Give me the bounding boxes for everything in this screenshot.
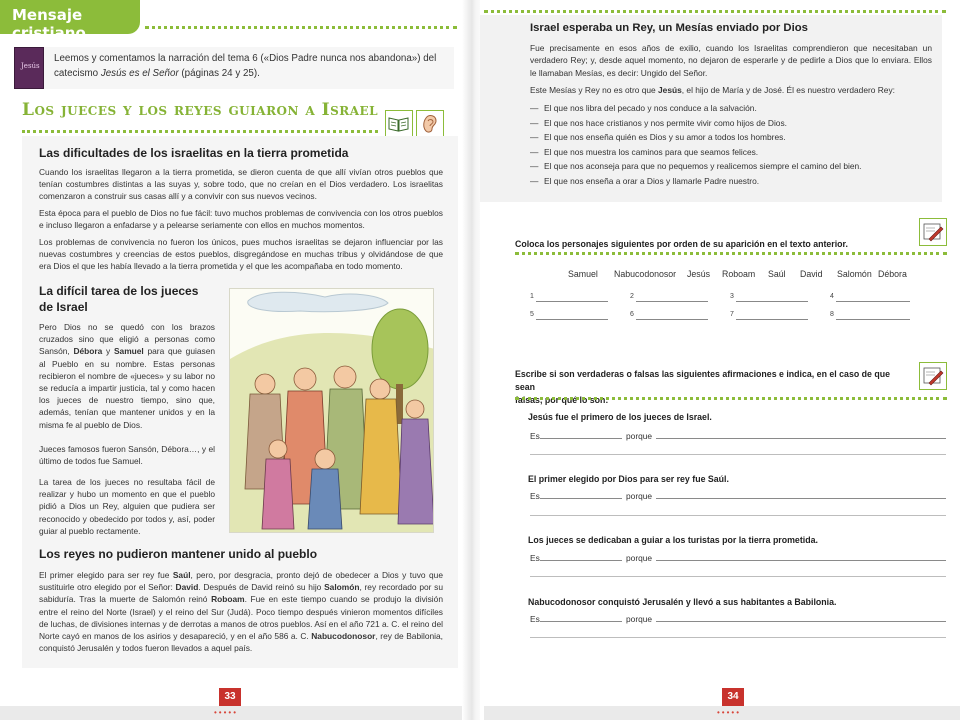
porque-answer-line[interactable]: [656, 560, 946, 561]
es-label: Es: [530, 491, 540, 501]
page-number-right: 34: [722, 688, 744, 706]
bold-jesus: Jesús: [658, 85, 682, 95]
porque-label: porque: [626, 431, 653, 441]
reyes-t3: . Después de David reinó su hijo: [198, 582, 325, 593]
bold-roboam: Roboam: [211, 594, 245, 605]
statement-4: Nabucodonosor conquistó Jerusalén y llevó a sus habitantes a Babilonia.: [528, 597, 837, 607]
intro-text-a: Leemos y comentamos la narración del tema 6 («Dios Padre nunca nos abandona») del catecismo: [54, 53, 437, 79]
slot-number: 6: [630, 311, 634, 318]
slot-number: 2: [630, 293, 634, 300]
slot-number: 1: [530, 293, 534, 300]
paragraph-dificultades-1: Cuando los israelitas llegaron a la tierra prometida, se dieron cuenta de que allí vivían otros pueblos que tenían costumbres distintas a las suyas y, sobre todo, que no creían en el Dios verdadero. Los israelitas comenzaron a construir sus casas allí y a convivir con sus nuevos vecinos.: [39, 167, 443, 202]
slot-line[interactable]: [536, 319, 608, 320]
name-samuel: Samuel: [568, 269, 598, 279]
exercise2-question-line2: falsas, por qué lo son:: [515, 395, 609, 405]
extra-answer-line[interactable]: [530, 576, 946, 577]
heading-jueces-line2: de Israel: [39, 300, 88, 314]
paragraph-jueces-3: La tarea de los jueces no resultaba fácil de realizar y hubo un momento en que el pueblo pidió a Dios un Rey, alguien que pudiera ser reconocido y obedecido por todos y, así, poder guiar al pueblo rectamente.: [39, 477, 215, 536]
section-tab: [0, 0, 140, 42]
heading-reyes: Los reyes no pudieron mantener unido al pueblo: [39, 547, 318, 561]
mesias-p2a: Este Mesías y Rey no es otro que: [530, 85, 659, 95]
name-salomon: Salomón: [837, 269, 872, 279]
reyes-t6: , rey de Babilonia, conquistó Jerusalén y todos fueron llevados a aquel país.: [39, 631, 443, 654]
intro-text: [54, 51, 449, 81]
reyes-t4: , rey recordado por su sabiduría. Tras la muerte de Salomón reinó: [39, 582, 444, 605]
bold-samuel: Samuel: [113, 346, 144, 357]
list-item: — El que nos aconseja para que no pequemos y realicemos siempre el camino del bien.: [530, 159, 930, 174]
intro-box: [14, 47, 454, 89]
slot-line[interactable]: [736, 319, 808, 320]
slot-line[interactable]: [736, 301, 808, 302]
reyes-t2: , pero, por desgracia, pronto dejó de obedecer a Dios y tuvo que sustituirle otro elegido por el Señor:: [39, 570, 443, 593]
paragraph-jueces-1a: Pero Dios no se quedó con los brazos cruzados sino que eligió a personas como Sansón,: [39, 322, 215, 357]
people-illustration: [229, 288, 434, 533]
catechism-book-icon: [14, 47, 44, 89]
slot-line[interactable]: [836, 319, 910, 320]
paragraph-jueces-1c: y: [102, 346, 114, 357]
slot-line[interactable]: [836, 301, 910, 302]
left-page: [0, 0, 465, 720]
exercise2-question: [515, 368, 905, 407]
paragraph-dificultades-3: Los problemas de convivencia no fueron los únicos, pues muchos israelitas se dejaron influenciar por las nuevas costumbres y creencias de estos pueblos, disgregándose en muchas tribus y olvidándose de que era Dios el que les había llevado a la tierra prometida y el que les acompañaba en todo momento.: [39, 237, 443, 272]
reyes-t5: . Fue en este tiempo cuando se produjo la división entre el reino del Norte (Israel) y el reino del Sur (Judá). Poco tiempo después vinieron momentos difíciles de luchas, de divisiones internas y de derrotas a manos de otros pueblos. Así en el año 721 a. C. el reino del Norte cayó en manos de los asirios y desapareció, y en el año 586 a. C.: [39, 594, 443, 642]
list-item: — El que nos muestra los caminos para que seamos felices.: [530, 145, 930, 160]
porque-answer-line[interactable]: [656, 438, 946, 439]
extra-answer-line[interactable]: [530, 454, 946, 455]
bold-saul: Saúl: [172, 570, 191, 580]
es-label: Es: [530, 553, 540, 563]
section-tab-title: Mensaje cristiano: [12, 6, 86, 42]
extra-answer-line[interactable]: [530, 637, 946, 638]
mesias-p2c: , el hijo de María y de José. Él es nuestro verdadero Rey:: [681, 85, 895, 95]
paragraph-jueces-1d: para que guiasen al Pueblo en su nombre. Estas personas recibieron el nombre de «jueces» y su labor no se reducía a impartir justicia, tal y como hacen los jueces de nuestro tiempo, sino que, además, tenían que mantener unidos y en la misma fe al pueblo de Dios.: [39, 346, 216, 430]
bold-debora: Débora: [73, 346, 103, 357]
porque-label: porque: [626, 491, 653, 501]
slot-line[interactable]: [536, 301, 608, 302]
porque-answer-line[interactable]: [656, 498, 946, 499]
name-nabucodonosor: Nabucodonosor: [614, 269, 677, 279]
statement-3: Los jueces se dedicaban a guiar a los turistas por la tierra prometida.: [528, 535, 818, 545]
list-item: — El que nos hace cristianos y nos permite vivir como hijos de Dios.: [530, 116, 930, 131]
exercise2-dotted-rule: [515, 397, 947, 400]
extra-answer-line[interactable]: [530, 515, 946, 516]
statement-2: El primer elegido por Dios para ser rey fue Saúl.: [528, 474, 729, 484]
slot-line[interactable]: [636, 301, 708, 302]
right-top-dotted-rule: [484, 10, 946, 13]
mesias-title: Israel esperaba un Rey, un Mesías enviado por Dios: [530, 22, 808, 34]
list-item: — El que nos enseña quién es Dios y su amor a todos los hombres.: [530, 130, 930, 145]
heading-dificultades: Las dificultades de los israelitas en la tierra prometida: [39, 146, 349, 160]
rey-list: [530, 101, 930, 189]
porque-label: porque: [626, 553, 653, 563]
page-dots-left: •••••: [214, 708, 239, 717]
main-title: Los jueces y los reyes guiaron a Israel: [22, 100, 379, 120]
porque-label: porque: [626, 614, 653, 624]
paragraph-jueces-2: Jueces famosos fueron Sansón, Débora…, y el último de todos fue Samuel.: [39, 444, 215, 467]
bold-david: David: [175, 582, 199, 593]
page-dots-right: •••••: [717, 708, 742, 717]
statement-1: Jesús fue el primero de los jueces de Israel.: [528, 412, 712, 422]
list-item: — El que nos enseña a orar a Dios y llamarle Padre nuestro.: [530, 174, 930, 189]
book-cover-text: Jesús: [21, 62, 40, 70]
mesias-paragraph-1: Fue precisamente en esos años de exilio, cuando los Israelitas comprendieron que necesitaban un verdadero Rey; y, desde aquel momento, no dejaron de esperarle y de pedirle a Dios que lo enviara. Ellos le llamaban Mesías, es decir: Ungido del Señor.: [530, 43, 932, 78]
exercise2-question-line1: Escribe si son verdaderas o falsas las siguientes afirmaciones e indica, en el caso de que sean: [515, 369, 891, 392]
exercise1-question: Coloca los personajes siguientes por orden de su aparición en el texto anterior.: [515, 239, 848, 249]
slot-number: 7: [730, 311, 734, 318]
bold-salomon: Salomón: [324, 582, 360, 593]
name-david: David: [800, 269, 823, 279]
bold-nabucodonosor: Nabucodonosor: [311, 631, 376, 642]
pencil-exercise-icon: [919, 362, 947, 390]
es-answer-line[interactable]: [540, 621, 622, 622]
slot-number: 8: [830, 311, 834, 318]
list-item: — El que nos libra del pecado y nos conduce a la salvación.: [530, 101, 930, 116]
open-book-icon: [385, 110, 413, 138]
slot-number: 4: [830, 293, 834, 300]
pencil-exercise-icon: [919, 218, 947, 246]
porque-answer-line[interactable]: [656, 621, 946, 622]
reyes-t1: El primer elegido para ser rey fue: [39, 570, 173, 580]
exercise1-dotted-rule: [515, 252, 947, 255]
es-answer-line[interactable]: [540, 498, 622, 499]
header-dotted-rule: [145, 26, 457, 29]
paragraph-dificultades-2: Esta época para el pueblo de Dios no fue fácil: tuvo muchos problemas de convivencia con los otros pueblos e incluso llegaron a enfadarse y a pelearse seriamente con ellos en muchos momentos.: [39, 208, 443, 231]
name-saul: Saúl: [768, 269, 786, 279]
slot-number: 3: [730, 293, 734, 300]
page-number-left: 33: [219, 688, 241, 706]
es-label: Es: [530, 614, 540, 624]
heading-jueces: [39, 283, 198, 315]
paragraph-reyes: [39, 569, 443, 654]
es-answer-line[interactable]: [540, 438, 622, 439]
mesias-paragraph-2: [530, 84, 932, 96]
ear-icon: [416, 110, 444, 138]
paragraph-jueces-1: [39, 321, 215, 431]
es-answer-line[interactable]: [540, 560, 622, 561]
slot-number: 5: [530, 311, 534, 318]
name-debora: Débora: [878, 269, 907, 279]
heading-jueces-line1: La difícil tarea de los jueces: [39, 284, 199, 298]
name-jesus: Jesús: [687, 269, 710, 279]
title-dotted-rule: [22, 130, 378, 133]
name-roboam: Roboam: [722, 269, 756, 279]
intro-text-italic: Jesús es el Señor: [100, 68, 179, 79]
slot-line[interactable]: [636, 319, 708, 320]
es-label: Es: [530, 431, 540, 441]
intro-text-b: (páginas 24 y 25).: [178, 68, 260, 79]
